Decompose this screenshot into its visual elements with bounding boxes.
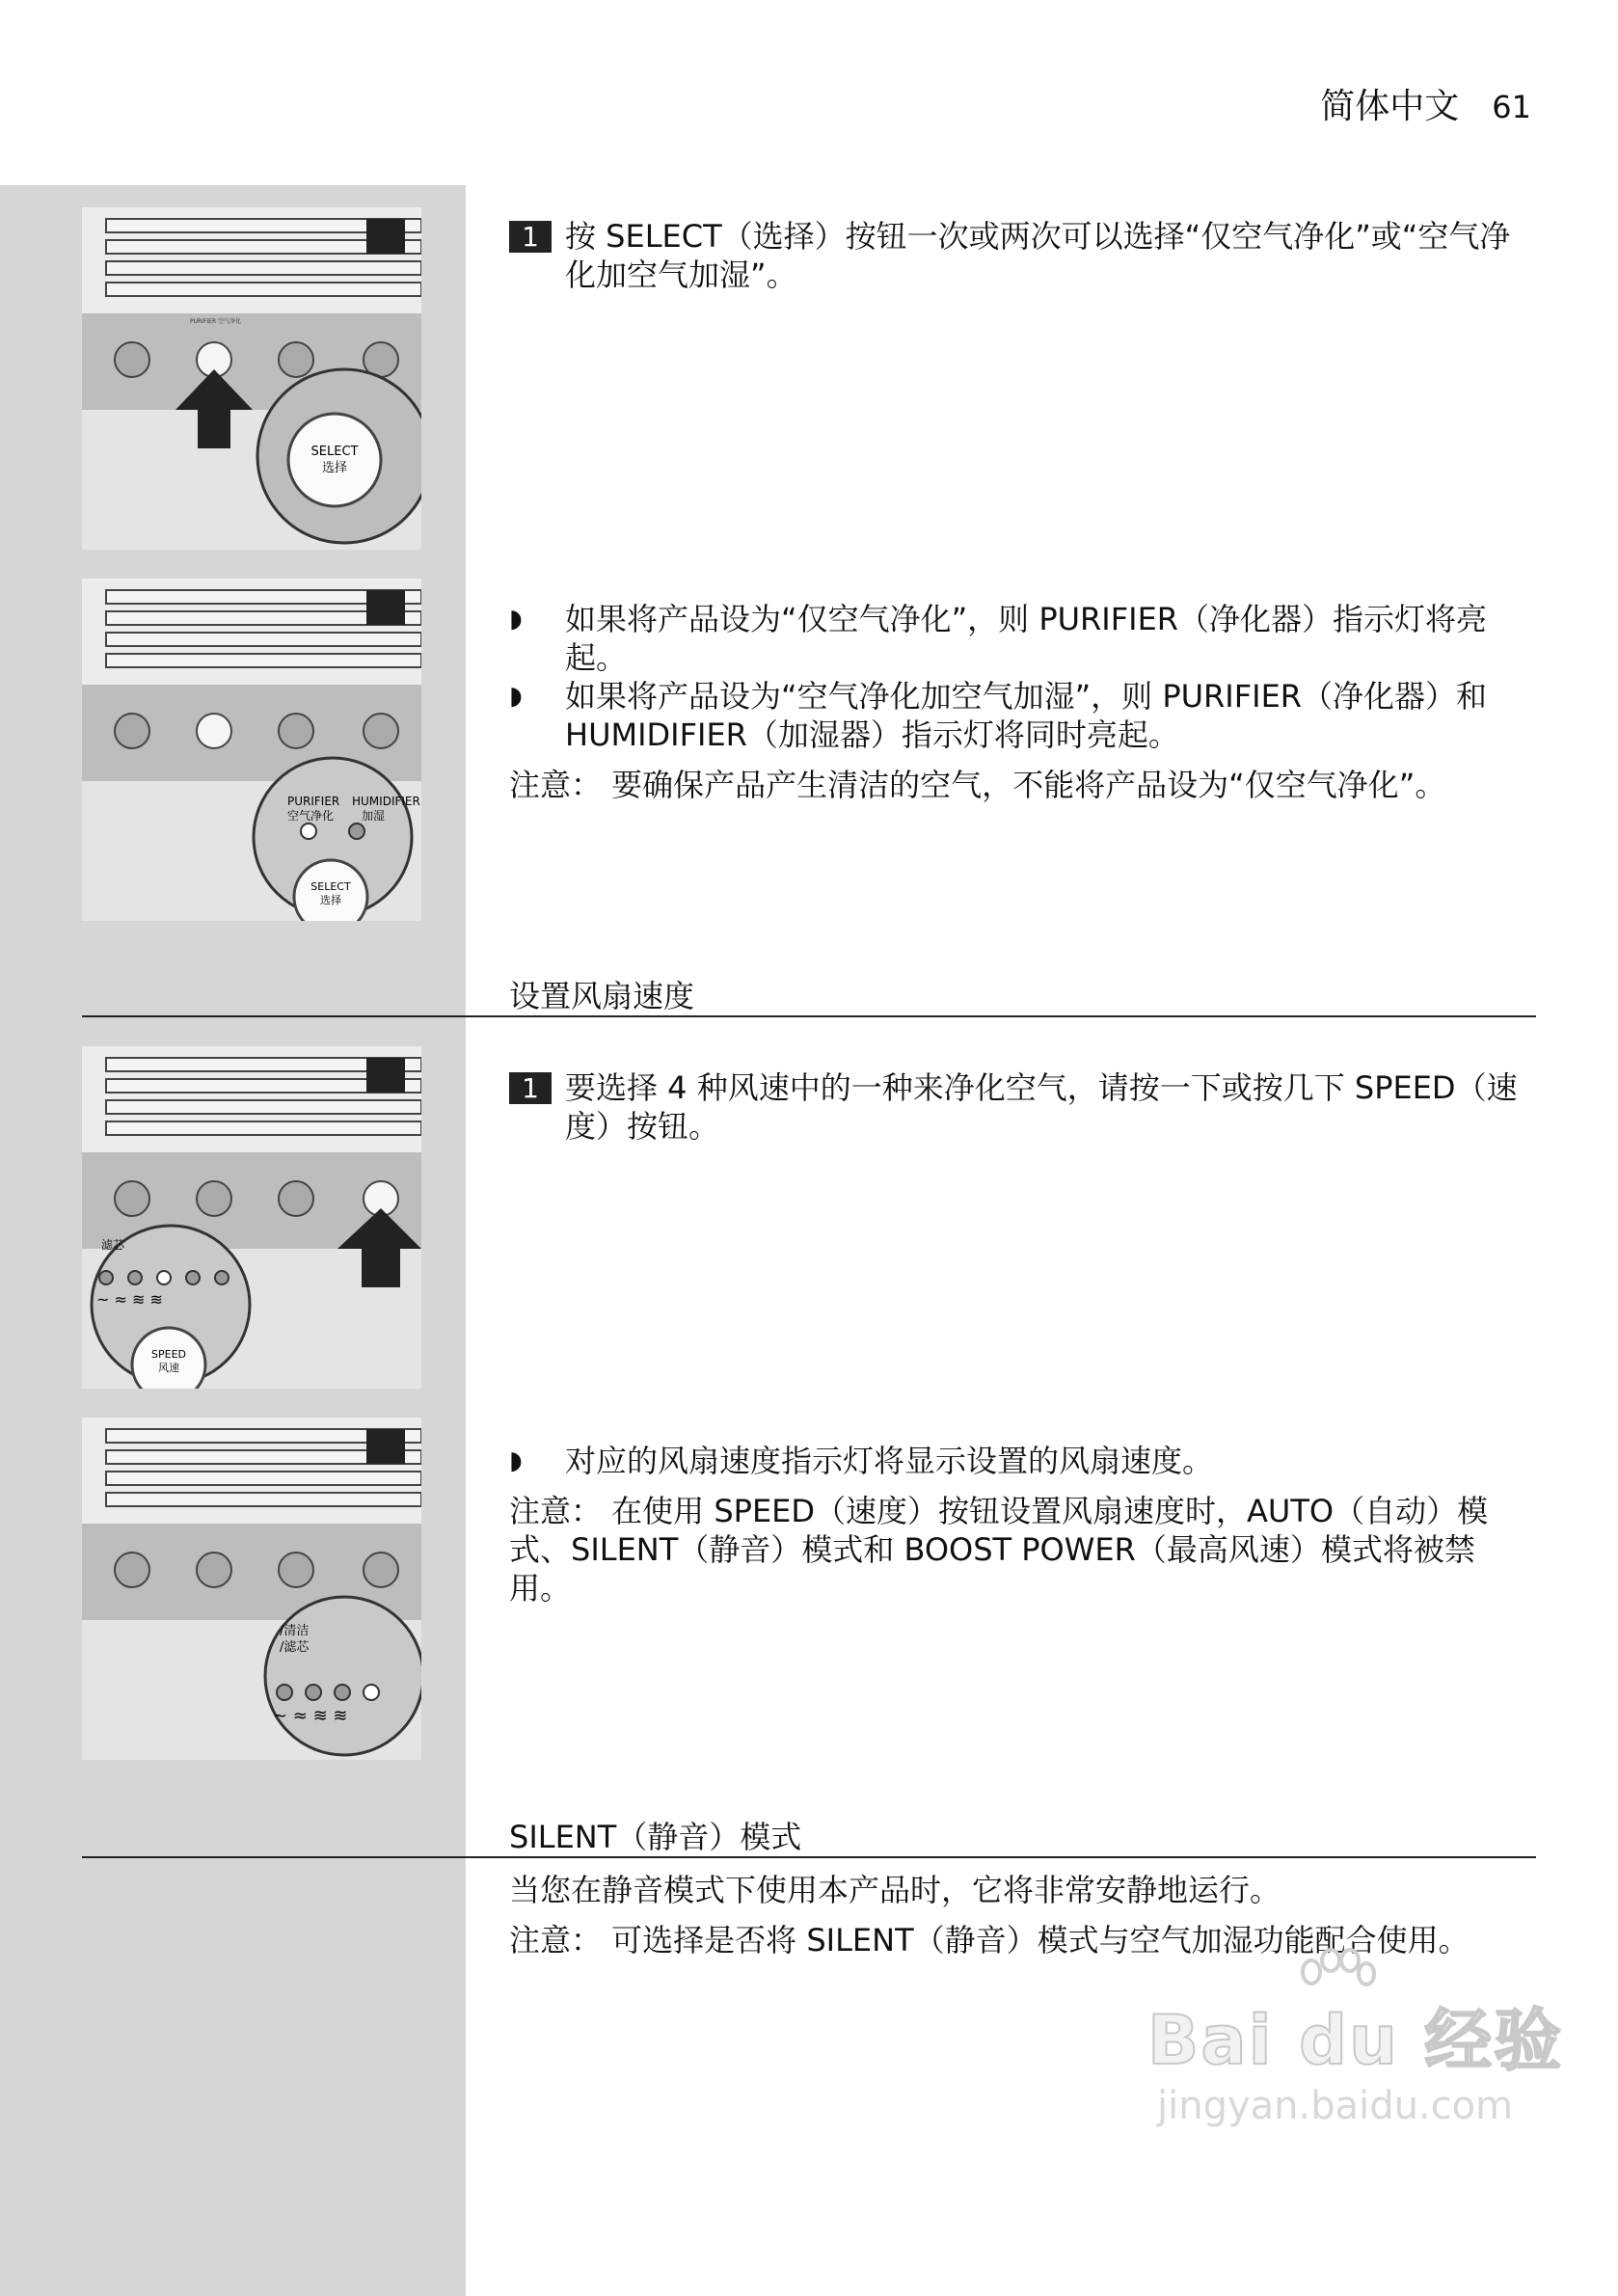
bullet-text: 对应的风扇速度指示灯将显示设置的风扇速度。 xyxy=(565,1443,1214,1479)
bullet-item xyxy=(509,600,1536,677)
select-label-cn-zoom-2: 选择 xyxy=(320,894,341,906)
step-text: 要选择 4 种风速中的一种来净化空气，请按一下或按几下 SPEED（速度）按钮。 xyxy=(565,1069,1518,1145)
page-header xyxy=(1320,79,1531,128)
select-label-cn-zoom: 选择 xyxy=(321,461,348,475)
bullet-mark: ◗ xyxy=(509,682,523,711)
humidifier-label-cn-zoom: 加湿 xyxy=(362,809,386,823)
fan-speed-step xyxy=(509,1068,1536,1146)
bullet-item xyxy=(509,1442,1536,1480)
select-label-zoom: SELECT xyxy=(310,445,359,459)
paw-icon xyxy=(1292,1948,1379,2015)
section-rule xyxy=(82,1856,1536,1858)
watermark-url: jingyan.baidu.com xyxy=(1157,2084,1514,2128)
silent-text xyxy=(509,1871,1536,1959)
note-text: 注意： 要确保产品产生清洁的空气，不能将产品设为“仅空气净化”。 xyxy=(509,767,1446,803)
speed-label-zoom: SPEED xyxy=(151,1348,186,1361)
section-heading-silent: SILENT（静音）模式 xyxy=(509,1819,802,1855)
bullet-text: 如果将产品设为“空气净化加空气加湿”，则 PURIFIER（净化器）和 HUMIDIFIER（加湿器）指示灯将同时亮起。 xyxy=(565,678,1488,753)
purifier-label-zoom: PURIFIER xyxy=(287,795,340,808)
section-rule xyxy=(82,1015,1536,1017)
illustration-speed-press xyxy=(82,1046,421,1389)
note-text: 注意： 在使用 SPEED（速度）按钮设置风扇速度时，AUTO（自动）模式、SILENT（静音）模式和 BOOST POWER（最高风速）模式将被禁用。 xyxy=(509,1493,1489,1607)
panel-label-purifier: PURIFIER 空气净化 xyxy=(190,318,242,325)
filter-label-b-zoom: /清洁 xyxy=(280,1624,310,1638)
bullet-mark: ◗ xyxy=(509,1446,523,1475)
note-text: 注意： 可选择是否将 SILENT（静音）模式与空气加湿功能配合使用。 xyxy=(509,1922,1470,1958)
filter-label-c-zoom: /滤芯 xyxy=(280,1640,310,1655)
fan-speed-result xyxy=(509,1442,1536,1607)
illustration-select-press xyxy=(82,207,421,550)
illustration-indicators xyxy=(82,579,421,921)
section-heading-fan-speed: 设置风扇速度 xyxy=(509,978,695,1014)
section1-step xyxy=(509,217,1536,294)
bullet-item xyxy=(509,677,1536,754)
humidifier-label-zoom: HUMIDIFIER xyxy=(352,795,420,808)
speed-label-cn-zoom: 风速 xyxy=(158,1362,179,1374)
step-text: 按 SELECT（选择）按钮一次或两次可以选择“仅空气净化”或“空气净化加空气加湿”。 xyxy=(565,218,1511,293)
page-number: 61 xyxy=(1492,89,1531,125)
section2-text xyxy=(509,600,1536,804)
illustration-speed-indicators xyxy=(82,1418,421,1760)
select-label-zoom-2: SELECT xyxy=(310,880,351,893)
bullet-mark: ◗ xyxy=(509,605,523,634)
watermark-logo: Bai du 经验 xyxy=(1147,2001,1564,2080)
step-number: 1 xyxy=(509,221,552,253)
speed-marks-zoom-2: ~ ≈ ≋ ≋ xyxy=(273,1706,348,1726)
step-number: 1 xyxy=(509,1072,552,1104)
speed-marks-zoom: ~ ≈ ≋ ≋ xyxy=(96,1290,163,1309)
silent-intro: 当您在静音模式下使用本产品时，它将非常安静地运行。 xyxy=(509,1872,1281,1908)
bullet-text: 如果将产品设为“仅空气净化”，则 PURIFIER（净化器）指示灯将亮起。 xyxy=(565,601,1488,676)
language-label: 简体中文 xyxy=(1320,87,1460,126)
purifier-label-cn-zoom: 空气净化 xyxy=(287,809,335,823)
filter-label-zoom: 滤芯 xyxy=(101,1238,125,1252)
